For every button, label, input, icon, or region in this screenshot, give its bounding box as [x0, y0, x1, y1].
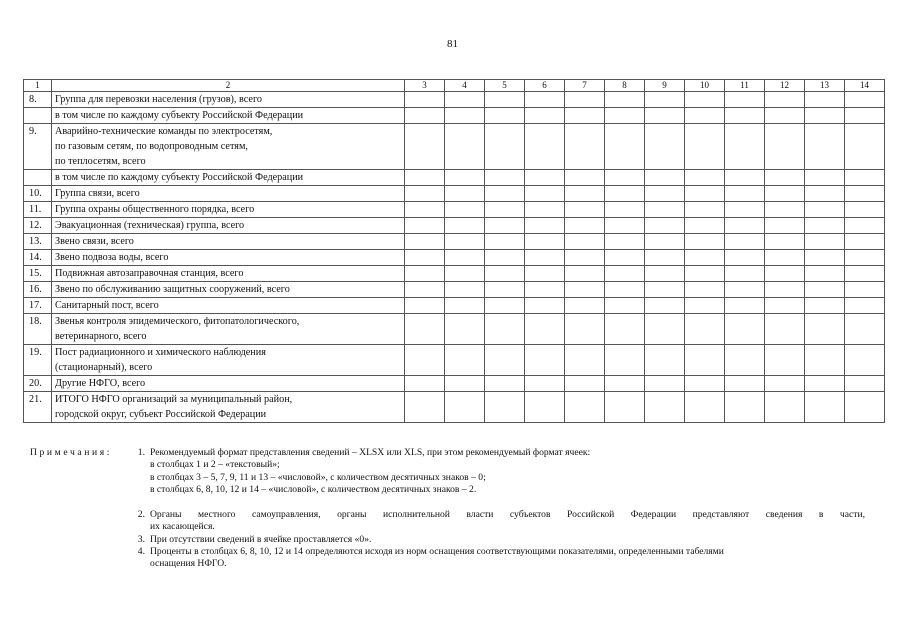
data-cell — [845, 218, 885, 234]
row-label-line: ветеринарного, всего — [55, 331, 147, 342]
row-label-line: Эвакуационная (техническая) группа, всего — [55, 220, 245, 231]
data-cell — [485, 250, 525, 266]
row-label — [52, 186, 405, 202]
data-cell — [445, 314, 485, 345]
data-cell — [765, 234, 805, 250]
note-number: 3. — [137, 534, 145, 545]
column-header: 10 — [685, 80, 725, 92]
data-cell — [525, 92, 565, 108]
data-cell — [485, 314, 525, 345]
data-cell — [565, 250, 605, 266]
data-cell — [765, 314, 805, 345]
data-cell — [645, 345, 685, 376]
data-cell — [765, 202, 805, 218]
table-row — [24, 250, 885, 266]
data-cell — [405, 170, 445, 186]
data-cell — [685, 392, 725, 423]
note-text — [150, 509, 865, 534]
column-header: 14 — [845, 80, 885, 92]
data-cell — [445, 282, 485, 298]
row-label-line: Другие НФГО, всего — [55, 378, 146, 389]
column-header: 8 — [605, 80, 645, 92]
data-cell — [845, 298, 885, 314]
data-cell — [405, 314, 445, 345]
data-cell — [605, 282, 645, 298]
data-cell — [685, 218, 725, 234]
data-cell — [725, 234, 765, 250]
data-cell — [645, 186, 685, 202]
note-number: 1. — [137, 447, 145, 458]
row-number — [24, 108, 52, 124]
note-number: 4. — [137, 546, 145, 557]
data-cell — [565, 202, 605, 218]
note-text — [150, 534, 865, 546]
row-label-line: в том числе по каждому субъекту Российской Федерации — [55, 172, 304, 183]
column-header: 5 — [485, 80, 525, 92]
data-cell — [565, 392, 605, 423]
data-cell — [725, 266, 765, 282]
notes-label: Примечания: — [30, 447, 112, 458]
table-row — [24, 392, 885, 423]
data-cell — [405, 392, 445, 423]
data-cell — [485, 282, 525, 298]
table-row — [24, 170, 885, 186]
data-cell — [565, 124, 605, 170]
data-cell — [405, 186, 445, 202]
row-number: 20. — [24, 376, 52, 392]
table-row — [24, 314, 885, 345]
data-cell — [765, 376, 805, 392]
data-cell — [605, 170, 645, 186]
data-cell — [525, 376, 565, 392]
data-cell — [765, 218, 805, 234]
data-cell — [805, 266, 845, 282]
data-cell — [845, 202, 885, 218]
data-cell — [685, 345, 725, 376]
row-number: 14. — [24, 250, 52, 266]
data-cell — [765, 298, 805, 314]
page-number: 81 — [447, 38, 458, 50]
data-cell — [405, 92, 445, 108]
data-cell — [765, 170, 805, 186]
column-header: 2 — [52, 80, 405, 92]
data-cell — [605, 392, 645, 423]
data-cell — [485, 345, 525, 376]
data-cell — [525, 124, 565, 170]
data-cell — [685, 170, 725, 186]
row-label — [52, 250, 405, 266]
data-cell — [485, 124, 525, 170]
data-cell — [845, 282, 885, 298]
column-header: 12 — [765, 80, 805, 92]
table-row — [24, 124, 885, 170]
data-cell — [485, 92, 525, 108]
row-label — [52, 202, 405, 218]
data-cell — [685, 314, 725, 345]
data-cell — [645, 202, 685, 218]
data-cell — [405, 234, 445, 250]
data-cell — [805, 218, 845, 234]
data-cell — [645, 250, 685, 266]
table-row — [24, 266, 885, 282]
data-cell — [845, 314, 885, 345]
data-cell — [765, 266, 805, 282]
row-label-line: Группа связи, всего — [55, 188, 140, 199]
row-label-line: Звено по обслуживанию защитных сооружений, всего — [55, 284, 290, 295]
data-cell — [445, 202, 485, 218]
data-cell — [565, 282, 605, 298]
data-cell — [685, 124, 725, 170]
row-label-line: Звено связи, всего — [55, 236, 134, 247]
header-row — [24, 80, 885, 92]
table-row — [24, 108, 885, 124]
data-cell — [445, 108, 485, 124]
data-cell — [605, 108, 645, 124]
data-cell — [405, 376, 445, 392]
data-cell — [805, 298, 845, 314]
column-header: 6 — [525, 80, 565, 92]
data-cell — [405, 345, 445, 376]
data-cell — [805, 392, 845, 423]
data-cell — [845, 392, 885, 423]
data-cell — [725, 250, 765, 266]
row-number: 11. — [24, 202, 52, 218]
data-cell — [605, 92, 645, 108]
data-cell — [845, 376, 885, 392]
column-header: 4 — [445, 80, 485, 92]
data-cell — [645, 298, 685, 314]
data-cell — [525, 202, 565, 218]
note-line: оснащения НФГО. — [150, 558, 227, 570]
data-cell — [845, 266, 885, 282]
data-cell — [405, 124, 445, 170]
row-label-line: ИТОГО НФГО организаций за муниципальный район, — [55, 394, 293, 405]
row-label — [52, 314, 405, 345]
data-cell — [485, 186, 525, 202]
data-cell — [685, 266, 725, 282]
data-cell — [565, 186, 605, 202]
data-cell — [525, 314, 565, 345]
row-number: 12. — [24, 218, 52, 234]
data-cell — [565, 345, 605, 376]
data-cell — [805, 124, 845, 170]
row-label-line: Пост радиационного и химического наблюдения — [55, 347, 266, 358]
data-cell — [485, 170, 525, 186]
data-cell — [805, 282, 845, 298]
data-cell — [845, 234, 885, 250]
data-cell — [645, 218, 685, 234]
data-cell — [805, 186, 845, 202]
data-cell — [765, 124, 805, 170]
data-cell — [645, 92, 685, 108]
data-cell — [565, 298, 605, 314]
data-cell — [605, 345, 645, 376]
data-cell — [485, 392, 525, 423]
data-cell — [685, 282, 725, 298]
data-cell — [525, 234, 565, 250]
data-cell — [485, 376, 525, 392]
note-line: Рекомендуемый формат представления сведений – XLSX или XLS, при этом рекомендуемый формат ячеек: — [150, 447, 591, 458]
row-label-line: Звено подвоза воды, всего — [55, 252, 169, 263]
data-cell — [485, 298, 525, 314]
data-cell — [565, 92, 605, 108]
data-cell — [645, 282, 685, 298]
data-cell — [725, 170, 765, 186]
data-cell — [485, 218, 525, 234]
data-cell — [765, 92, 805, 108]
row-label-line: Санитарный пост, всего — [55, 300, 159, 311]
data-cell — [645, 392, 685, 423]
data-cell — [805, 345, 845, 376]
row-number: 18. — [24, 314, 52, 345]
data-cell — [525, 170, 565, 186]
data-cell — [725, 314, 765, 345]
data-cell — [845, 108, 885, 124]
data-cell — [685, 234, 725, 250]
data-cell — [445, 186, 485, 202]
data-cell — [725, 186, 765, 202]
formations-table — [23, 79, 885, 423]
data-cell — [445, 376, 485, 392]
data-cell — [405, 298, 445, 314]
column-header: 9 — [645, 80, 685, 92]
data-cell — [445, 124, 485, 170]
row-label-line: по теплосетям, всего — [55, 156, 146, 167]
note-line: в столбцах 3 – 5, 7, 9, 11 и 13 – «числовой», с количеством десятичных знаков – 0; — [150, 471, 486, 483]
data-cell — [525, 298, 565, 314]
data-cell — [685, 186, 725, 202]
data-cell — [765, 186, 805, 202]
data-cell — [525, 218, 565, 234]
data-cell — [525, 250, 565, 266]
data-cell — [725, 202, 765, 218]
row-label — [52, 282, 405, 298]
data-cell — [845, 124, 885, 170]
data-cell — [725, 376, 765, 392]
note-text — [150, 447, 865, 497]
data-cell — [765, 108, 805, 124]
row-label — [52, 170, 405, 186]
data-cell — [605, 250, 645, 266]
row-number: 21. — [24, 392, 52, 423]
data-cell — [845, 170, 885, 186]
data-cell — [725, 298, 765, 314]
data-cell — [445, 170, 485, 186]
data-cell — [405, 266, 445, 282]
data-cell — [445, 345, 485, 376]
row-number: 16. — [24, 282, 52, 298]
data-cell — [845, 345, 885, 376]
row-label-line: по газовым сетям, по водопроводным сетям, — [55, 141, 248, 152]
note-line: Проценты в столбцах 6, 8, 10, 12 и 14 определяются исходя из норм оснащения соответствующими показателями, определенными табелями — [150, 546, 724, 557]
data-cell — [805, 234, 845, 250]
data-cell — [405, 250, 445, 266]
column-header: 7 — [565, 80, 605, 92]
data-cell — [445, 266, 485, 282]
data-cell — [685, 250, 725, 266]
row-number: 13. — [24, 234, 52, 250]
row-label-line: Звенья контроля эпидемического, фитопатологического, — [55, 316, 300, 327]
data-cell — [645, 376, 685, 392]
row-label — [52, 298, 405, 314]
data-cell — [565, 266, 605, 282]
note-line: При отсутствии сведений в ячейке проставляется «0». — [150, 534, 372, 545]
row-label-line: в том числе по каждому субъекту Российской Федерации — [55, 110, 304, 121]
row-label — [52, 392, 405, 423]
data-cell — [725, 345, 765, 376]
data-cell — [725, 124, 765, 170]
row-label-line: Группа охраны общественного порядка, всего — [55, 204, 255, 215]
table-row — [24, 345, 885, 376]
data-cell — [485, 202, 525, 218]
note-line: Органы местного самоуправления, органы исполнительной власти субъектов Российской Федерации представляют сведения в части, — [150, 509, 865, 520]
row-label-line: городской округ, субъект Российской Федерации — [55, 409, 267, 420]
data-cell — [605, 186, 645, 202]
data-cell — [805, 202, 845, 218]
row-label — [52, 266, 405, 282]
data-cell — [445, 250, 485, 266]
data-cell — [725, 218, 765, 234]
data-cell — [765, 345, 805, 376]
data-cell — [605, 298, 645, 314]
data-cell — [525, 108, 565, 124]
data-cell — [605, 314, 645, 345]
data-cell — [605, 376, 645, 392]
data-cell — [525, 186, 565, 202]
row-label — [52, 124, 405, 170]
row-label — [52, 108, 405, 124]
data-cell — [805, 108, 845, 124]
data-cell — [685, 298, 725, 314]
data-cell — [605, 124, 645, 170]
data-cell — [725, 92, 765, 108]
data-cell — [405, 218, 445, 234]
data-cell — [645, 124, 685, 170]
row-label-line: Аварийно-технические команды по электросетям, — [55, 126, 273, 137]
note-line: в столбцах 1 и 2 – «текстовый»; — [150, 459, 280, 471]
data-cell — [765, 250, 805, 266]
row-number: 15. — [24, 266, 52, 282]
data-cell — [805, 92, 845, 108]
data-cell — [525, 282, 565, 298]
table-row — [24, 92, 885, 108]
table-row — [24, 298, 885, 314]
data-cell — [765, 282, 805, 298]
row-number: 10. — [24, 186, 52, 202]
data-cell — [725, 392, 765, 423]
row-number: 9. — [24, 124, 52, 170]
data-cell — [805, 170, 845, 186]
data-cell — [445, 234, 485, 250]
data-cell — [525, 392, 565, 423]
row-label-line: Подвижная автозаправочная станция, всего — [55, 268, 244, 279]
data-cell — [685, 108, 725, 124]
data-cell — [645, 266, 685, 282]
data-cell — [485, 234, 525, 250]
note-text — [150, 546, 865, 571]
column-header: 1 — [24, 80, 52, 92]
row-number: 8. — [24, 92, 52, 108]
data-cell — [845, 186, 885, 202]
note-line: в столбцах 6, 8, 10, 12 и 14 – «числовой», с количеством десятичных знаков – 2. — [150, 484, 477, 496]
data-cell — [685, 92, 725, 108]
data-cell — [805, 376, 845, 392]
data-cell — [525, 345, 565, 376]
column-header: 13 — [805, 80, 845, 92]
data-cell — [565, 376, 605, 392]
data-cell — [405, 108, 445, 124]
data-cell — [645, 170, 685, 186]
note-line: их касающейся. — [150, 521, 215, 533]
row-label-line: (стационарный), всего — [55, 362, 153, 373]
table-row — [24, 234, 885, 250]
data-cell — [565, 108, 605, 124]
table-row — [24, 282, 885, 298]
data-cell — [565, 218, 605, 234]
data-cell — [605, 266, 645, 282]
data-cell — [805, 314, 845, 345]
data-cell — [605, 202, 645, 218]
note-number: 2. — [137, 509, 145, 520]
table-row — [24, 376, 885, 392]
data-cell — [725, 282, 765, 298]
table-row — [24, 186, 885, 202]
row-number: 19. — [24, 345, 52, 376]
data-cell — [725, 108, 765, 124]
data-cell — [405, 282, 445, 298]
data-cell — [565, 170, 605, 186]
row-label-line: Группа для перевозки населения (грузов), всего — [55, 94, 262, 105]
row-label — [52, 345, 405, 376]
data-cell — [445, 392, 485, 423]
column-header: 3 — [405, 80, 445, 92]
row-label — [52, 218, 405, 234]
data-cell — [445, 218, 485, 234]
data-cell — [605, 234, 645, 250]
data-cell — [845, 250, 885, 266]
column-header: 11 — [725, 80, 765, 92]
data-cell — [765, 392, 805, 423]
table-row — [24, 218, 885, 234]
row-number — [24, 170, 52, 186]
data-cell — [645, 314, 685, 345]
data-cell — [645, 234, 685, 250]
data-cell — [685, 202, 725, 218]
row-label — [52, 234, 405, 250]
data-cell — [605, 218, 645, 234]
data-cell — [485, 108, 525, 124]
row-label — [52, 92, 405, 108]
row-number: 17. — [24, 298, 52, 314]
data-cell — [805, 250, 845, 266]
data-cell — [645, 108, 685, 124]
row-label — [52, 376, 405, 392]
data-cell — [525, 266, 565, 282]
table-row — [24, 202, 885, 218]
data-cell — [565, 314, 605, 345]
data-cell — [485, 266, 525, 282]
data-cell — [445, 92, 485, 108]
data-cell — [405, 202, 445, 218]
data-cell — [845, 92, 885, 108]
data-cell — [685, 376, 725, 392]
data-cell — [445, 298, 485, 314]
data-cell — [565, 234, 605, 250]
